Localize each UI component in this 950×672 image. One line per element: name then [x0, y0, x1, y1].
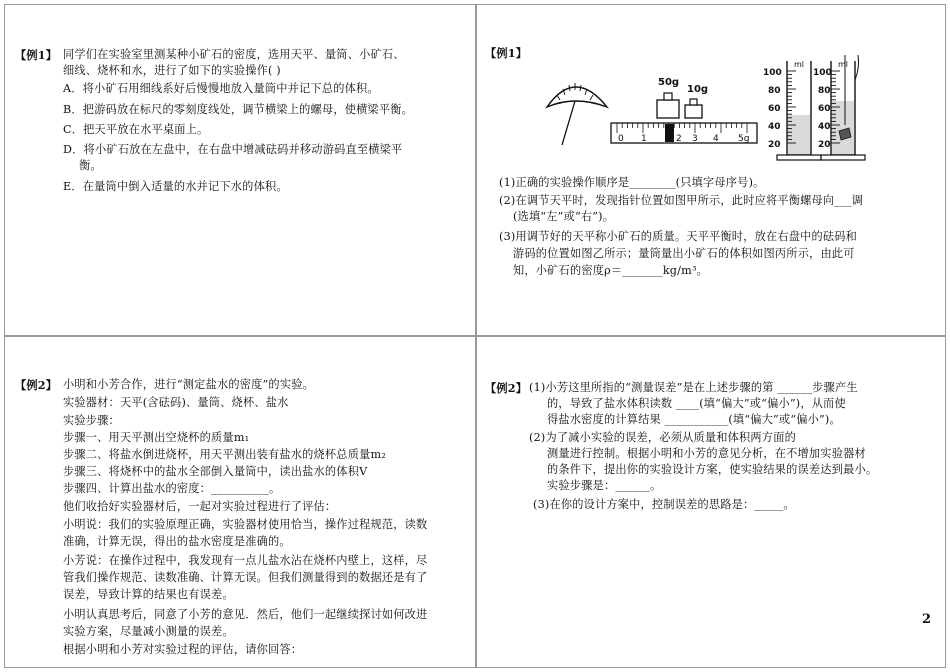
svg-text:60: 60: [818, 104, 831, 114]
description-line: 步骤四、计算出盐水的密度：__________。: [63, 482, 281, 495]
svg-text:20: 20: [818, 140, 831, 150]
question-3: (3)在你的设计方案中，控制误差的思路是：_____。: [533, 498, 795, 511]
description-line: 实验步骤：: [63, 414, 120, 427]
svg-text:60: 60: [768, 104, 781, 114]
description-line: 实验器材：天平(含砝码)、量筒、烧杯、盐水: [63, 396, 289, 409]
svg-text:20: 20: [768, 140, 781, 150]
question-2-line2: 测量进行控制。根据小明和小芳的意见分析，在不增加实验器材: [547, 447, 866, 460]
slide-example2-questions: [476, 336, 946, 668]
svg-text:80: 80: [818, 86, 831, 96]
ruler-tick-label: 2: [676, 134, 682, 144]
ruler-tick-label: 4: [713, 134, 719, 144]
svg-text:ml: ml: [794, 60, 805, 69]
weight-label: 10g: [687, 84, 709, 95]
question-2-line1: (2)在调节天平时，发现指针位置如图甲所示，此时应将平衡螺母向___调: [499, 194, 864, 207]
slide-example1-figure: [476, 4, 946, 336]
description-line: 实验方案，尽量减小测量的误差。: [63, 625, 234, 638]
description-line: 管我们操作规范、读数准确、计算无误。但我们测量得到的数据还是有了: [63, 571, 428, 584]
description-line: 小明认真思考后，同意了小芳的意见．然后，他们一起继续探讨如何改进: [63, 608, 428, 621]
description-line: 小明和小芳合作，进行“测定盐水的密度”的实验。: [63, 378, 314, 391]
question-1-line3: 得盐水密度的计算结果 ___________(填“偏大”或“偏小”)。: [547, 413, 841, 426]
question-3-line1: (3)用调节好的天平称小矿石的质量。天平平衡时，放在右盘中的砝码和: [499, 230, 858, 243]
slide-example1-questions: [4, 4, 476, 336]
description-line: 步骤一、用天平测出空烧杯的质量m₁: [63, 431, 250, 444]
svg-text:100: 100: [763, 68, 782, 78]
weight-label: 50g: [658, 77, 680, 88]
question-stem-line2: 细线、烧杯和水，进行了如下的实验操作( ): [63, 64, 281, 77]
description-line: 准确，计算无误，得出的盐水密度是准确的。: [63, 535, 291, 548]
question-2-line1: (2)为了减小实验的误差，必须从质量和体积两方面的: [529, 431, 796, 444]
option-e: E．在量筒中倒入适量的水并记下水的体积。: [63, 180, 288, 193]
ruler-tick-label: 3: [692, 134, 698, 144]
question-1-line1: (1)小芳这里所指的“测量误差”是在上述步骤的第 ______步骤产生: [529, 381, 858, 394]
example-tag: 【例1】: [485, 46, 528, 60]
question-2-line4: 实验步骤是：______。: [547, 479, 662, 492]
ruler-tick-label: 1: [641, 134, 647, 144]
question-2-line2: (选填“左”或“右”)。: [513, 210, 615, 223]
svg-text:80: 80: [768, 86, 781, 96]
description-line: 小明说：我们的实验原理正确，实验器材使用恰当，操作过程规范，读数: [63, 518, 428, 531]
balance-dial-icon: [547, 83, 607, 145]
option-c: C．把天平放在水平桌面上。: [63, 123, 209, 136]
question-3-line3: 知，小矿石的密度ρ＝_______kg/m³。: [513, 264, 709, 277]
question-1-line2: 的，导致了盐水体积读数 ____(填“偏大”或“偏小”)，从而使: [547, 397, 846, 410]
description-line: 步骤三、将烧杯中的盐水全部倒入量筒中，读出盐水的体积V: [63, 465, 368, 478]
question-3-line2: 游码的位置如图乙所示；量筒量出小矿石的体积如图丙所示，由此可: [513, 247, 855, 260]
svg-text:ml: ml: [838, 60, 849, 69]
experiment-figure: [477, 5, 947, 175]
question-stem-line1: 同学们在实验室里测某种小矿石的密度，选用天平、量筒、小矿石、: [63, 48, 405, 61]
svg-text:40: 40: [818, 122, 831, 132]
example-tag: 【例1】: [15, 48, 58, 62]
page-number: 2: [922, 612, 932, 627]
question-2-line3: 的条件下，提出你的实验设计方案，使实验结果的误差达到最小。: [547, 463, 878, 476]
graduated-cylinder-stone-icon: [813, 55, 865, 160]
example-tag: 【例2】: [15, 378, 58, 392]
slide-example2-intro: [4, 336, 476, 668]
option-a: A．将小矿石用细线系好后慢慢地放入量筒中并记下总的体积。: [63, 82, 379, 95]
description-line: 步骤二、将盐水倒进烧杯，用天平测出装有盐水的烧杯总质量m₂: [63, 448, 386, 461]
description-line: 误差，导致计算的结果也有误差。: [63, 588, 234, 601]
weight-10g-icon: [685, 84, 708, 118]
description-line: 根据小明和小芳对实验过程的评估，请你回答：: [63, 643, 303, 656]
option-d-line2: 衡。: [79, 159, 102, 172]
balance-ruler: [611, 123, 757, 144]
svg-text:100: 100: [813, 68, 832, 78]
ruler-tick-label: 0: [618, 134, 624, 144]
option-d-line1: D．将小矿石放在左盘中，在右盘中增减砝码并移动游码直至横梁平: [63, 143, 403, 156]
rider-icon: [665, 124, 674, 142]
description-line: 小芳说：在操作过程中，我发现有一点儿盐水沾在烧杯内壁上，这样，尽: [63, 554, 428, 567]
example-tag: 【例2】: [485, 381, 528, 395]
ruler-tick-label: 5g: [738, 134, 750, 144]
option-b: B．把游码放在标尺的零刻度线处，调节横梁上的螺母，使横梁平衡。: [63, 103, 414, 116]
svg-text:40: 40: [768, 122, 781, 132]
description-line: 他们收拾好实验器材后，一起对实验过程进行了评估：: [63, 500, 337, 513]
weight-50g-icon: [657, 77, 679, 118]
question-1: (1)正确的实验操作顺序是________(只填字母序号)。: [499, 176, 765, 189]
